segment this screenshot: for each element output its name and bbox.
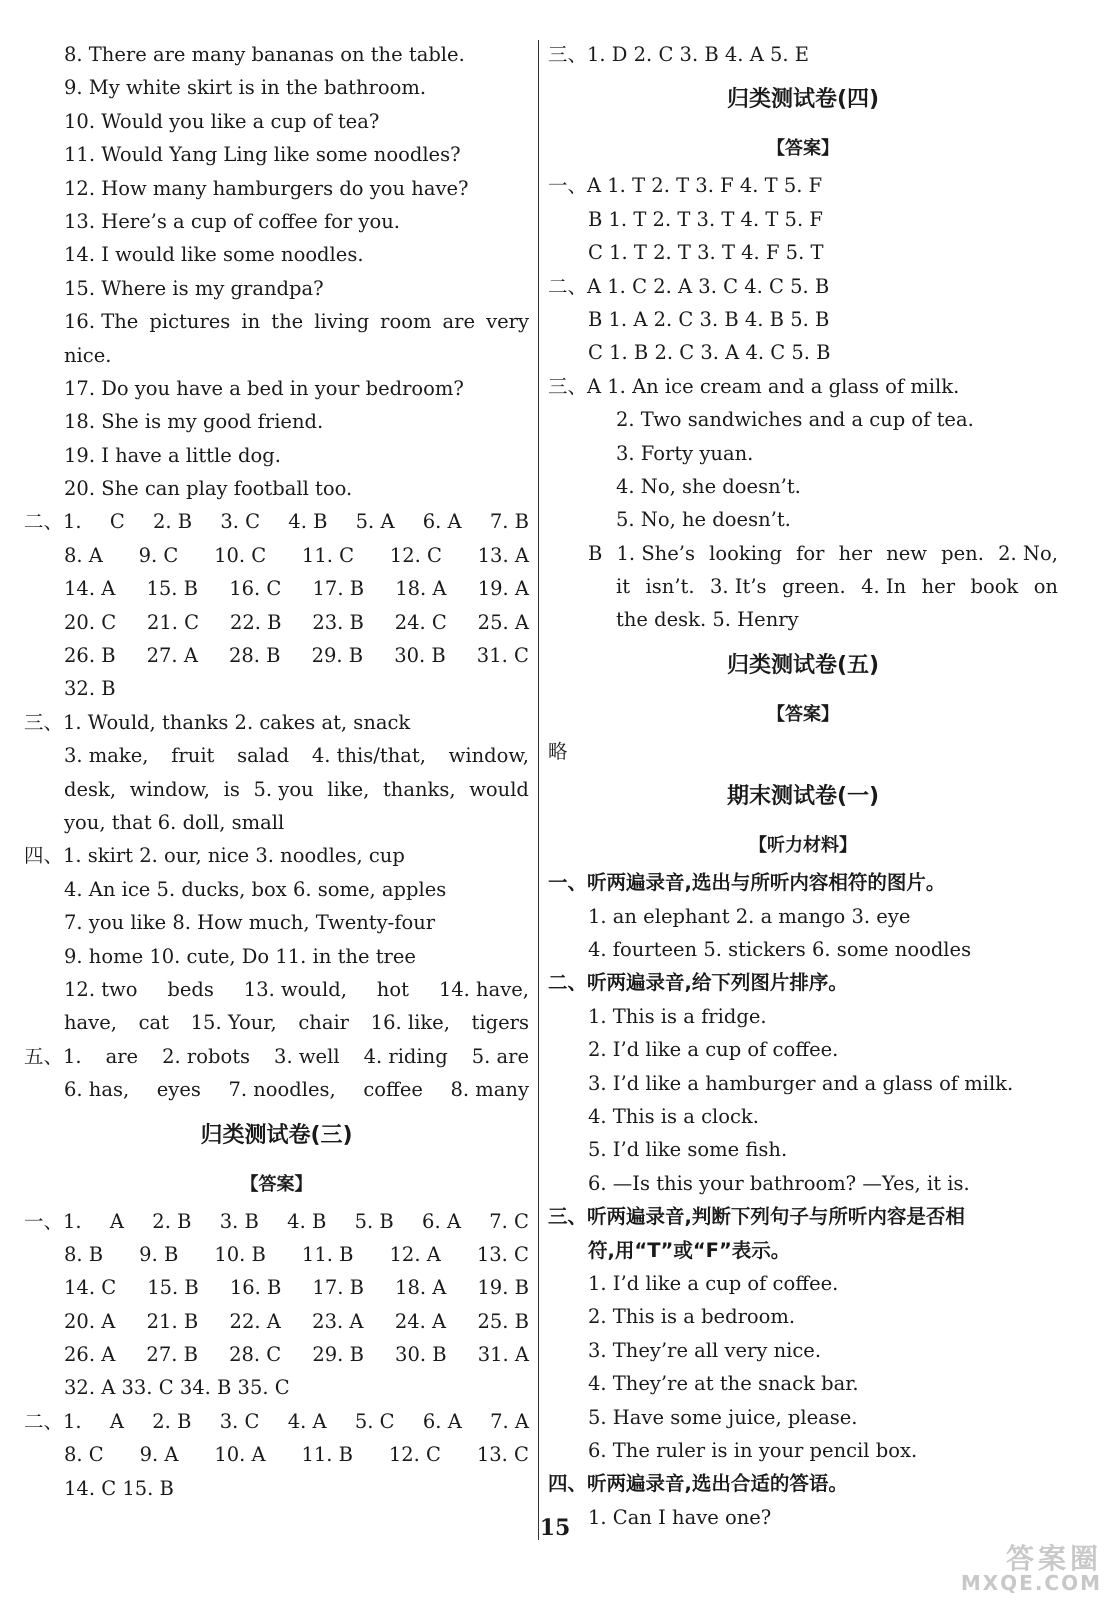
answer-line [24,1205,529,1238]
answer-line: 1. an elephant 2. a mango 3. eye [588,904,911,928]
answer-token: 13. would, [243,977,347,1001]
answer-token: 10. A [214,1443,266,1467]
answer-line: 18. She is my good friend. [64,410,324,434]
answer-line: 10. Would you like a cup of tea? [64,109,380,133]
question-heading: 符,用“T”或“F”表示。 [588,1238,791,1262]
answer-token: 3. C [220,510,261,534]
answer-token: coffee [363,1078,423,1102]
answer-line: 6. —Is this your bathroom? —Yes, it is. [588,1171,970,1195]
answer-token: is [223,777,240,801]
answer-line [24,1405,529,1438]
answer-token: for [796,541,825,565]
answer-line [24,1338,529,1371]
answer-line: nice. [64,343,112,367]
answer-token: are [442,310,476,334]
answer-token: salad [237,744,290,768]
section-title: 归类测试卷(五) [726,652,880,678]
answer-token: her [921,575,956,599]
answer-line: 三、A 1. An ice cream and a glass of milk. [548,374,960,398]
answer-token: 3. B [219,1209,259,1233]
answer-line: 6. The ruler is in your pencil box. [588,1438,918,1462]
answer-token: window, [129,777,210,801]
answer-token: 9. B [139,1242,179,1266]
answer-token: 18. A [395,1276,447,1300]
answer-token: 25. B [477,1309,529,1333]
answer-token: 1. She’s [616,541,695,565]
watermark-url: MXQE.COM [960,1571,1102,1595]
answer-token: A [109,1209,124,1233]
answer-line: 4. They’re at the snack bar. [588,1372,859,1396]
answer-token: 13. C [476,1242,529,1266]
answer-token: 23. A [312,1309,364,1333]
section-subtitle: 【答案】 [767,138,839,160]
answer-line: 20. She can play football too. [64,477,353,501]
answer-token: would [469,777,529,801]
answer-token: window, [448,744,529,768]
answer-token: 20. A [64,1309,116,1333]
answer-token: eyes [156,1078,201,1102]
answer-token: 2. B [152,510,193,534]
answer-line [24,1073,529,1106]
answer-line: you, that 6. doll, small [64,810,285,834]
answer-line: 9. My white skirt is in the bathroom. [64,76,427,100]
answer-token: fruit [171,744,215,768]
answer-line: 5. I’d like some fish. [588,1138,788,1162]
question-heading: 二、听两遍录音,给下列图片排序。 [548,971,848,995]
answer-token: 28. B [228,644,281,668]
answer-token: 4. In [861,575,907,599]
answer-token: 2. robots [162,1044,251,1068]
answer-line: B 1. A 2. C 3. B 4. B 5. B [588,307,830,331]
answer-token: 9. C [138,543,179,567]
answer-line: 15. Where is my grandpa? [64,276,324,300]
answer-line: 7. you like 8. How much, Twenty-four [64,911,436,935]
answer-token: 8. C [64,1443,104,1467]
right-column [548,38,1058,1534]
answer-token: thanks, [382,777,456,801]
answer-token: 6. A [422,1209,461,1233]
answer-line: C 1. B 2. C 3. A 4. C 5. B [588,341,831,365]
answer-token: 14. C [64,1276,117,1300]
answer-token: pictures [149,310,231,334]
answer-line: 5. Have some juice, please. [588,1405,858,1429]
answer-token: 15. Your, [190,1011,277,1035]
answer-line: 1. This is a fridge. [588,1004,767,1028]
answer-token: 4. B [288,510,328,534]
answer-token: 5. are [471,1044,529,1068]
answer-token: 25. A [477,610,529,634]
answer-line: 2. I’d like a cup of coffee. [588,1038,839,1062]
answer-token: 3. well [274,1044,340,1068]
answer-token: 6. A [422,1409,462,1433]
answer-token: 11. B [301,1443,353,1467]
answer-token: isn’t. [645,575,695,599]
answer-line [24,305,529,338]
answer-token: 20. C [64,610,117,634]
answer-token: green. [782,575,846,599]
answer-token: 16. like, [370,1011,450,1035]
answer-token: 5. A [355,510,395,534]
answer-token: in [241,310,261,334]
answer-token: very [486,310,529,334]
answer-line: 1. Can I have one? [588,1505,772,1529]
answer-line: 8. There are many bananas on the table. [64,43,465,66]
answer-token: 一、1. [24,1209,82,1233]
answer-token: 21. B [146,1309,199,1333]
answer-token: 16. C [229,577,282,601]
answer-token: 11. B [301,1242,354,1266]
answer-token: 30. B [394,644,446,668]
answer-line: 4. fourteen 5. stickers 6. some noodles [588,938,972,962]
answer-line [24,505,529,538]
answer-token: looking [709,541,782,565]
answer-token: 7. noodles, [228,1078,336,1102]
answer-line: 三、1. D 2. C 3. B 4. A 5. E [548,43,810,66]
answer-line: 5. No, he doesn’t. [616,508,791,532]
answer-line: 9. home 10. cute, Do 11. in the tree [64,944,416,968]
answer-line [24,1006,529,1039]
answer-line: 32. A 33. C 34. B 35. C [64,1376,290,1400]
answer-token: are [105,1044,139,1068]
answer-token: 7. A [490,1409,529,1433]
answer-token: 10. C [214,543,267,567]
answer-line: 3. I’d like a hamburger and a glass of milk. [588,1071,1014,1095]
answer-token: room [380,310,432,334]
answer-token: 19. A [477,577,529,601]
section-subtitle: 【答案】 [240,1173,313,1195]
answer-token: 5. you [253,777,314,801]
answer-token: like, [327,777,370,801]
answer-token: 19. B [477,1276,529,1300]
answer-token: 27. A [146,644,198,668]
question-heading: 三、听两遍录音,判断下列句子与所听内容是否相 [548,1205,965,1229]
answer-token: 5. C [354,1409,395,1433]
answer-token: desk, [64,777,117,801]
answer-token: her [838,541,873,565]
answer-token: 6. A [422,510,462,534]
answer-line: 二、A 1. C 2. A 3. C 4. C 5. B [548,274,830,298]
answer-token: 2. No, [998,541,1058,565]
answer-token: 3. It’s [710,575,767,599]
answer-line: 17. Do you have a bed in your bedroom? [64,376,464,400]
answer-token: 16. B [229,1276,282,1300]
answer-line: 2. This is a bedroom. [588,1305,796,1329]
answer-token: 3. C [219,1409,260,1433]
answer-line: 11. Would Yang Ling like some noodles? [64,143,461,167]
answer-token: 27. B [146,1343,198,1367]
answer-token: 17. B [312,1276,364,1300]
answer-token: 28. C [229,1343,282,1367]
section-subtitle: 【答案】 [767,703,839,725]
answer-line: the desk. 5. Henry [616,608,799,632]
answer-token: book [970,575,1019,599]
answer-line [24,606,529,639]
answer-line: B 1. T 2. T 3. T 4. T 5. F [588,207,823,231]
answer-line: 略 [548,739,568,763]
answer-token: 24. A [394,1309,447,1333]
answer-line: 3. They’re all very nice. [588,1338,822,1362]
answer-token: 二、1. [24,510,82,534]
answer-line: 一、A 1. T 2. T 3. F 4. T 5. F [548,174,823,198]
answer-line: 14. I would like some noodles. [64,243,364,267]
answer-token: chair [298,1011,350,1035]
answer-line: C 1. T 2. T 3. T 4. F 5. T [588,241,824,265]
answer-token: pen. [941,541,984,565]
answer-token: 22. A [229,1309,281,1333]
section-title: 归类测试卷(三) [200,1122,353,1148]
answer-token: 2. B [152,1209,192,1233]
answer-line: 三、1. Would, thanks 2. cakes at, snack [24,710,411,734]
answer-token: 8. B [64,1242,104,1266]
answer-line: 4. This is a clock. [588,1104,759,1128]
answer-token: 31. A [477,1343,529,1367]
answer-line: 13. Here’s a cup of coffee for you. [64,209,400,233]
answer-token: 4. this/that, [311,744,426,768]
section-subtitle: 【听力材料】 [749,835,857,857]
answer-token: 15. B [146,577,199,601]
answer-token: 18. A [395,577,447,601]
answer-token: 9. A [139,1443,179,1467]
answer-token: C [109,510,125,534]
answer-token: 11. C [301,543,355,567]
answer-token: 26. A [64,1343,116,1367]
answer-token: 7. B [489,510,529,534]
answer-token: 7. C [489,1209,529,1233]
answer-token: it [616,575,631,599]
answer-token: 二、1. [24,1409,82,1433]
answer-line [24,1238,529,1271]
answer-line [24,973,529,1006]
answer-line: 12. How many hamburgers do you have? [64,176,469,200]
answer-token: 30. B [395,1343,447,1367]
answer-token: 15. B [147,1276,199,1300]
answer-token: 16. The [64,310,139,334]
answer-token: cat [138,1011,169,1035]
watermark-logo: 答案圈 [1005,1541,1102,1575]
answer-line: 4. An ice 5. ducks, box 6. some, apples [64,877,447,901]
answer-token: on [1033,575,1058,599]
answer-line [24,1040,529,1073]
answer-token: 4. B [287,1209,327,1233]
answer-token: 12. C [388,1443,441,1467]
answer-line: 32. B [64,677,116,701]
answer-line: 14. C 15. B [64,1476,174,1500]
answer-token: 5. B [354,1209,394,1233]
answer-token: 17. B [312,577,365,601]
section-title: 期末测试卷(一) [726,784,880,810]
answer-line: 2. Two sandwiches and a cup of tea. [616,408,974,432]
answer-token: 14. have, [438,977,529,1001]
answer-token: 12. A [389,1242,441,1266]
answer-token: 2. B [152,1409,192,1433]
answer-token: 24. C [394,610,447,634]
answer-line [548,537,1058,570]
question-heading: 一、听两遍录音,选出与所听内容相符的图片。 [548,871,946,895]
answer-token: 21. C [146,610,200,634]
answer-token: 10. B [214,1242,266,1266]
answer-token: 8. many [450,1078,529,1102]
answer-token: have, [64,1011,117,1035]
answer-token: living [314,310,370,334]
answer-token: 26. B [64,644,116,668]
answer-token: 五、1. [24,1044,82,1068]
answer-line: 19. I have a little dog. [64,443,281,467]
answer-token: 13. C [476,1443,529,1467]
answer-token: beds [167,977,214,1001]
left-column [24,38,529,1505]
answer-line: 1. I’d like a cup of coffee. [588,1271,839,1295]
answer-line: 四、1. skirt 2. our, nice 3. noodles, cup [24,844,405,868]
page-number: 15 [539,1515,571,1541]
answer-line [548,570,1058,603]
answer-token: B [588,541,603,565]
answer-line [24,1305,529,1338]
answer-token: 31. C [476,644,529,668]
answer-token: 29. B [311,644,364,668]
answer-line [24,739,529,772]
answer-line: 4. No, she doesn’t. [616,474,801,498]
watermark [960,1541,1102,1595]
answer-token: 6. has, [64,1078,130,1102]
answer-token: 4. A [287,1409,327,1433]
answer-line [24,1438,529,1471]
answer-token: 22. B [229,610,282,634]
answer-token: 3. make, [64,744,149,768]
answer-token: the [271,310,304,334]
answer-token: new [886,541,927,565]
answer-token: 8. A [64,543,103,567]
answer-line [24,539,529,572]
answer-line [24,572,529,605]
answer-line: 3. Forty yuan. [616,441,754,465]
answer-line [24,773,529,806]
answer-token: A [109,1409,124,1433]
answer-token: 23. B [312,610,364,634]
question-heading: 四、听两遍录音,选出合适的答语。 [548,1472,848,1496]
answer-token: 13. A [477,543,529,567]
column-divider [538,40,539,1540]
answer-token: 14. A [64,577,116,601]
answer-line [24,1271,529,1304]
answer-token: 29. B [312,1343,364,1367]
answer-line [24,639,529,672]
answer-token: 12. two [64,977,138,1001]
answer-token: 4. riding [363,1044,448,1068]
answer-token: tigers [471,1011,529,1035]
answer-token: hot [376,977,409,1001]
answer-token: 12. C [389,543,442,567]
section-title: 归类测试卷(四) [726,87,880,113]
